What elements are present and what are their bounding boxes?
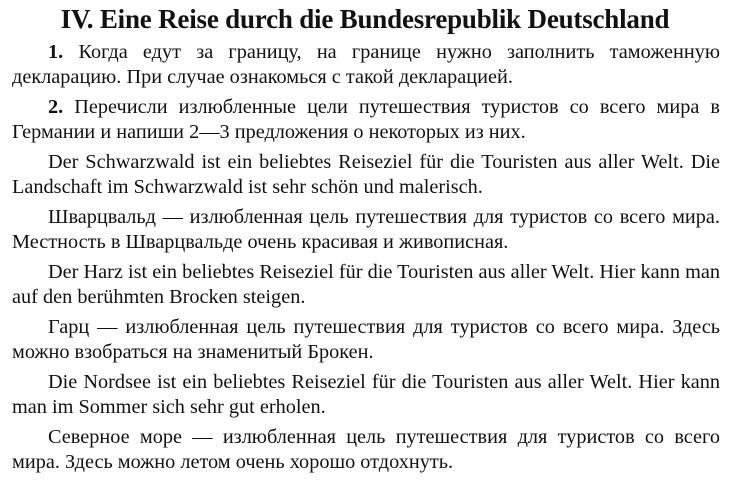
task-1-number: 1. <box>48 41 64 63</box>
task-2 <box>12 95 720 145</box>
example-nordsee-de: Die Nordsee ist ein beliebtes Reiseziel für die Touristen aus aller Welt. Hier kann man im Sommer sich sehr gut erholen. <box>12 371 720 418</box>
task-1 <box>12 40 720 90</box>
section-body <box>12 40 720 480</box>
example-harz-ru: Гарц — излюбленная цель путешествия для туристов со всего мира. Здесь можно взобраться на знаменитый Брокен. <box>12 316 720 363</box>
example-schwarzwald-ru: Шварцвальд — излюбленная цель путешествия для туристов со всего мира. Местность в Шварцвальде очень красивая и живописная. <box>12 206 720 253</box>
example-harz-de: Der Harz ist ein beliebtes Reiseziel für die Touristen aus aller Welt. Hier kann man auf den berühmten Brocken steigen. <box>12 261 720 308</box>
example-schwarzwald-de: Der Schwarzwald ist ein beliebtes Reiseziel für die Touristen aus aller Welt. Die Landschaft im Schwarzwald ist sehr schön und malerisch. <box>12 151 720 198</box>
example-nordsee-ru: Северное море — излюбленная цель путешествия для туристов со всего мира. Здесь можно летом очень хорошо отдохнуть. <box>12 426 720 473</box>
section-heading: IV. Eine Reise durch die Bundesrepublik Deutschland <box>60 4 670 34</box>
task-2-text: Перечисли излюбленные цели путешествия туристов со всего мира в Германии и напиши 2—3 предложения о некоторых из них. <box>12 96 720 143</box>
task-2-number: 2. <box>48 96 64 118</box>
task-1-text: Когда едут за границу, на границе нужно заполнить таможенную декларацию. При случае ознакомься с такой декларацией. <box>12 41 720 88</box>
